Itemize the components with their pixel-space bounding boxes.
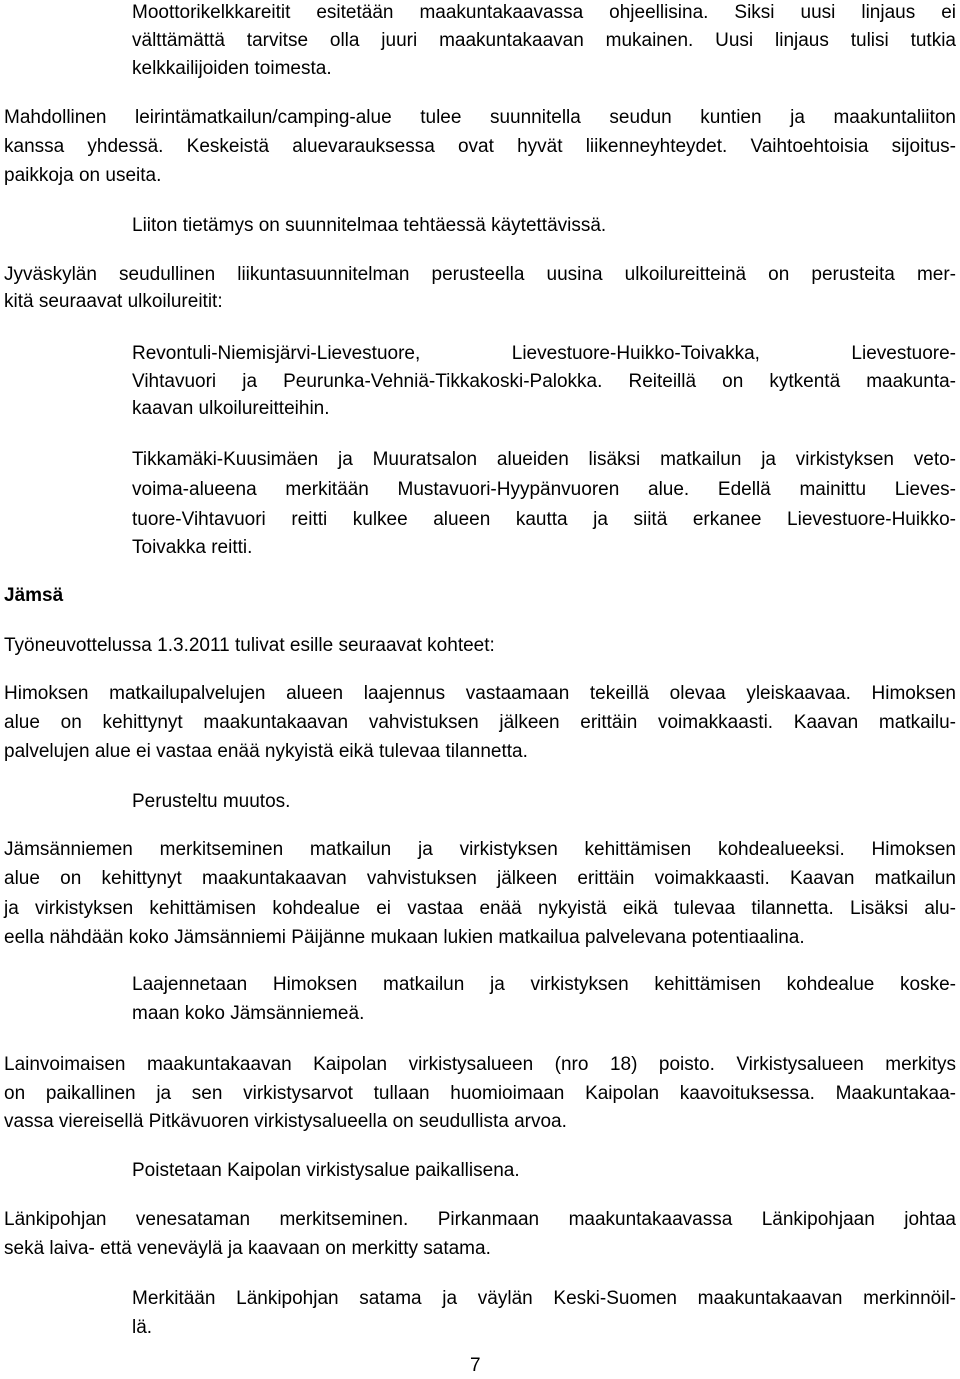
text-line: Jämsänniemen merkitseminen matkailun ja virkistyksen kehittämisen kohdealueeksi. Himoksen (4, 839, 956, 860)
text-line: ja virkistyksen kehittämisen kohdealue ei vastaa enää nykyistä eikä tulevaa tilannetta. Lisäksi alu- (4, 898, 956, 919)
text-line: Laajennetaan Himoksen matkailun ja virkistyksen kehittämisen kohdealue koske- (132, 974, 956, 995)
text-line: maan koko Jämsänniemeä. (132, 1003, 365, 1024)
text-line: Länkipohjan venesataman merkitseminen. Pirkanmaan maakuntakaavassa Länkipohjaan johtaa (4, 1209, 956, 1230)
text-line: välttämättä tarvitse olla juuri maakuntakaavan mukainen. Uusi linjaus tulisi tutkia (132, 30, 956, 51)
text-line: palvelujen alue ei vastaa enää nykyistä eikä tulevaa tilannetta. (4, 741, 528, 762)
text-line: lä. (132, 1317, 153, 1338)
text-line: paikkoja on useita. (4, 165, 162, 186)
text-line: Revontuli-Niemisjärvi-Lievestuore, Lievestuore-Huikko-Toivakka, Lievestuore- (132, 343, 956, 364)
text-line: Mahdollinen leirintämatkailun/camping-alue tulee suunnitella seudun kuntien ja maakuntaliiton (4, 107, 956, 128)
text-line: sekä laiva- että veneväylä ja kaavaan on merkitty satama. (4, 1238, 491, 1259)
text-line: Lainvoimaisen maakuntakaavan Kaipolan virkistysalueen (nro 18) poisto. Virkistysalueen merkitys (4, 1054, 956, 1075)
text-line: alue on kehittynyt maakuntakaavan vahvistuksen jälkeen erittäin voimakkaasti. Kaavan matkailun (4, 868, 956, 889)
text-line: vassa viereisellä Pitkävuoren virkistysalueella on seudullista arvoa. (4, 1111, 567, 1132)
text-line: voima-alueena merkitään Mustavuori-Hyypänvuoren alue. Edellä mainittu Lieves- (132, 479, 956, 500)
text-line: Liiton tietämys on suunnitelmaa tehtäessä käytettävissä. (132, 215, 607, 236)
page-number: 7 (470, 1355, 481, 1376)
text-line: Merkitään Länkipohjan satama ja väylän Keski-Suomen maakuntakaavan merkinnöil- (132, 1288, 956, 1309)
text-line: Himoksen matkailupalvelujen alueen laajennus vastaamaan tekeillä olevaa yleiskaavaa. Himoksen (4, 683, 956, 704)
text-line: Poistetaan Kaipolan virkistysalue paikallisena. (132, 1160, 520, 1181)
text-line: eella nähdään koko Jämsänniemi Päijänne mukaan lukien matkailua palvelevana potentiaalina. (4, 927, 805, 948)
text-line: Perusteltu muutos. (132, 791, 291, 812)
text-line: Vihtavuori ja Peurunka-Vehniä-Tikkakoski-Palokka. Reiteillä on kytkentä maakunta- (132, 371, 956, 392)
text-line: on paikallinen ja sen virkistysarvot tullaan huomioimaan Kaipolan kaavoituksessa. Maakuntakaa- (4, 1083, 956, 1104)
text-line: tuore-Vihtavuori reitti kulkee alueen kautta ja siitä erkanee Lievestuore-Huikko- (132, 509, 956, 530)
text-line: kaavan ulkoilureitteihin. (132, 398, 330, 419)
text-line: Toivakka reitti. (132, 537, 253, 558)
text-line: kitä seuraavat ulkoilureitit: (4, 291, 223, 312)
text-line: Jyväskylän seudullinen liikuntasuunnitelman perusteella uusina ulkoilureitteinä on perusteita mer- (4, 264, 956, 285)
text-line: kelkkailijoiden toimesta. (132, 58, 332, 79)
text-line: kanssa yhdessä. Keskeistä aluevarauksessa ovat hyvät liikenneyhteydet. Vaihtoehtoisia sijoitus- (4, 136, 956, 157)
text-line: alue on kehittynyt maakuntakaavan vahvistuksen jälkeen erittäin voimakkaasti. Kaavan matkailu- (4, 712, 956, 733)
text-line: Tikkamäki-Kuusimäen ja Muuratsalon alueiden lisäksi matkailun ja virkistyksen veto- (132, 449, 956, 470)
section-heading: Jämsä (4, 585, 64, 606)
text-line: Työneuvottelussa 1.3.2011 tulivat esille seuraavat kohteet: (4, 635, 495, 656)
text-line: Moottorikelkkareitit esitetään maakuntakaavassa ohjeellisina. Siksi uusi linjaus ei (132, 2, 956, 23)
